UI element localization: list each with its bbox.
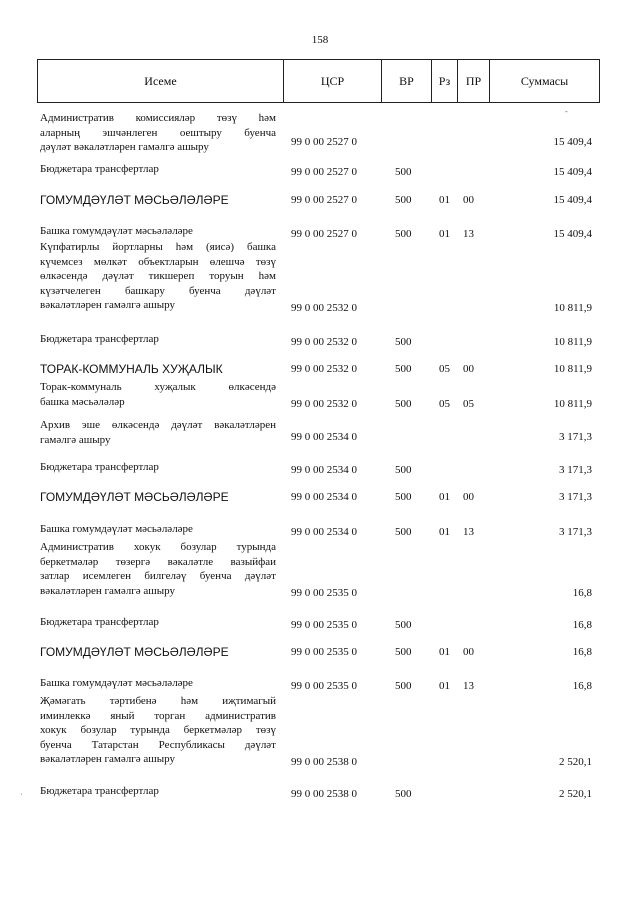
- header-name: Исеме: [38, 60, 284, 102]
- row-name: [40, 694, 276, 767]
- row-sum: 10 811,9: [553, 363, 592, 375]
- decorative-dot: ·: [20, 790, 23, 799]
- row-name-line: башка мәсьәләләр: [40, 395, 125, 408]
- row-sum: 10 811,9: [553, 336, 592, 348]
- row-sum: 15 409,4: [553, 136, 592, 148]
- row-csr: 99 0 00 2534 0: [291, 526, 357, 538]
- row-name-line: затлар исемлеген билгеләү буенча дәүләт: [40, 570, 276, 582]
- row-csr: 99 0 00 2532 0: [291, 398, 357, 410]
- row-csr: 99 0 00 2532 0: [291, 302, 357, 314]
- row-sum: 3 171,3: [559, 431, 592, 443]
- row-name-line: Җәмәгать тәртибенә һәм иҗтимагый: [40, 695, 276, 707]
- page-number: 158: [311, 34, 329, 46]
- row-sum: 3 171,3: [559, 526, 592, 538]
- row-name: [40, 111, 276, 155]
- row-name-line: вәкаләтләрен гамәлгә ашыру: [40, 584, 175, 597]
- row-csr: 99 0 00 2534 0: [291, 491, 357, 503]
- header-rz: Рз: [432, 60, 458, 102]
- header-pr: ПР: [458, 60, 490, 102]
- row-vr: 500: [395, 464, 412, 476]
- row-name-line: беркетмәләр төзергә вәкаләтле вазыйфаи: [40, 555, 276, 568]
- row-sum: 15 409,4: [553, 166, 592, 178]
- row-rz: 01: [439, 228, 450, 240]
- row-pr: 00: [463, 491, 474, 503]
- row-sum: 3 171,3: [559, 464, 592, 476]
- row-pr: 13: [463, 680, 474, 692]
- row-pr: 00: [463, 194, 474, 206]
- header-csr: ЦСР: [284, 60, 382, 102]
- row-vr: 500: [395, 680, 412, 692]
- row-name-line: Административ хокук бозулар турында: [40, 541, 276, 553]
- row-vr: 500: [395, 526, 412, 538]
- row-name-line: Бюджетара трансфертлар: [40, 785, 159, 797]
- header-vr: ВР: [382, 60, 432, 102]
- row-pr: 00: [463, 363, 474, 375]
- row-name-line: вәкаләтләрен гамәлгә ашыру: [40, 299, 175, 311]
- row-name-line: Башка гомумдәүләт мәсьәләләре: [40, 225, 193, 237]
- row-sum: 3 171,3: [559, 491, 592, 503]
- row-name: [40, 490, 276, 505]
- row-rz: 01: [439, 194, 450, 206]
- row-name-line: Башка гомумдәүләт мәсьәләләре: [40, 523, 193, 535]
- row-name-line: Административ комиссияләр төзү һәм: [40, 112, 276, 124]
- row-sum: 16,8: [572, 680, 592, 692]
- row-name: [40, 645, 276, 660]
- row-name: [40, 418, 276, 447]
- row-name: [40, 460, 276, 475]
- row-name-line: Бюджетара трансфертлар: [40, 616, 159, 628]
- row-name-line: дәүләт вәкаләтләрен гамәлгә ашыру: [40, 141, 209, 153]
- row-name: [40, 784, 276, 799]
- row-name-line: ГОМУМДӘҮЛӘТ МӘСЬӘЛӘЛӘРЕ: [40, 645, 229, 659]
- row-name-line: Күпфатирлы йортларны һәм (яисә) башка: [40, 241, 276, 253]
- row-csr: 99 0 00 2534 0: [291, 431, 357, 443]
- row-name: [40, 193, 276, 208]
- row-sum: 16,8: [572, 587, 592, 599]
- row-sum: 10 811,9: [553, 398, 592, 410]
- row-name-line: ГОМУМДӘҮЛӘТ МӘСЬӘЛӘЛӘРЕ: [40, 193, 229, 207]
- row-pr: 13: [463, 228, 474, 240]
- row-name-line: буенча Татарстан Республикасы дәүләт: [40, 738, 276, 751]
- row-name-line: Бюджетара трансфертлар: [40, 163, 159, 175]
- row-rz: 01: [439, 491, 450, 503]
- row-name-line: хокук бозулар турында беркетмәләр төзү: [40, 724, 276, 736]
- row-name: [40, 522, 276, 537]
- row-sum: 15 409,4: [553, 228, 592, 240]
- row-vr: 500: [395, 788, 412, 800]
- row-name: [40, 362, 276, 377]
- row-csr: 99 0 00 2535 0: [291, 619, 357, 631]
- row-name-line: ТОРАК-КОММУНАЛЬ ХУҖАЛЫК: [40, 362, 223, 376]
- row-sum: 10 811,9: [553, 302, 592, 314]
- row-name-line: Архив эше өлкәсендә дәүләт вәкаләтләрен: [40, 419, 276, 431]
- row-csr: 99 0 00 2534 0: [291, 464, 357, 476]
- row-rz: 01: [439, 646, 450, 658]
- row-csr: 99 0 00 2532 0: [291, 336, 357, 348]
- row-vr: 500: [395, 398, 412, 410]
- header-sum: Суммасы: [520, 73, 569, 88]
- row-vr: 500: [395, 194, 412, 206]
- row-name: [40, 615, 276, 630]
- row-vr: 500: [395, 491, 412, 503]
- row-vr: 500: [395, 228, 412, 240]
- row-csr: 99 0 00 2535 0: [291, 680, 357, 692]
- row-name-line: аларның эшчәнлеген оештыру буенча: [40, 126, 276, 139]
- row-vr: 500: [395, 363, 412, 375]
- row-name-line: өлкәсендә дәүләт тикшереп торуын һәм: [40, 270, 276, 282]
- row-name-line: Торак-коммуналь хуҗалык өлкәсендә: [40, 381, 276, 393]
- row-csr: 99 0 00 2532 0: [291, 363, 357, 375]
- row-sum: 16,8: [572, 619, 592, 631]
- row-pr: 00: [463, 646, 474, 658]
- row-name-line: иминлеккә яный торган административ: [40, 709, 276, 722]
- row-name: [40, 162, 276, 177]
- row-sum: 2 520,1: [559, 788, 592, 800]
- row-csr: 99 0 00 2535 0: [291, 587, 357, 599]
- row-name: [40, 380, 276, 409]
- row-sum: 2 520,1: [559, 756, 592, 768]
- row-csr: 99 0 00 2527 0: [291, 194, 357, 206]
- row-name-line: күзәтчелеген башкару буенча дәүләт: [40, 284, 276, 297]
- row-name: [40, 676, 276, 691]
- row-rz: 05: [439, 363, 450, 375]
- row-pr: 13: [463, 526, 474, 538]
- decorative-tick: -: [565, 107, 568, 116]
- row-name-line: гамәлгә ашыру: [40, 433, 111, 446]
- row-rz: 01: [439, 526, 450, 538]
- row-name: [40, 224, 276, 239]
- row-csr: 99 0 00 2527 0: [291, 228, 357, 240]
- row-csr: 99 0 00 2538 0: [291, 788, 357, 800]
- row-csr: 99 0 00 2538 0: [291, 756, 357, 768]
- row-name-line: вәкаләтләрен гамәлгә ашыру: [40, 753, 175, 765]
- row-csr: 99 0 00 2527 0: [291, 166, 357, 178]
- row-sum: 15 409,4: [553, 194, 592, 206]
- row-name: [40, 540, 276, 598]
- row-name-line: Бюджетара трансфертлар: [40, 333, 159, 345]
- row-sum: 16,8: [572, 646, 592, 658]
- row-rz: 05: [439, 398, 450, 410]
- row-name-line: ГОМУМДӘҮЛӘТ МӘСЬӘЛӘЛӘРЕ: [40, 490, 229, 504]
- row-name: [40, 332, 276, 347]
- row-name-line: Бюджетара трансфертлар: [40, 461, 159, 473]
- row-csr: 99 0 00 2535 0: [291, 646, 357, 658]
- row-name-line: Башка гомумдәүләт мәсьәләләре: [40, 677, 193, 689]
- row-vr: 500: [395, 619, 412, 631]
- row-vr: 500: [395, 166, 412, 178]
- row-vr: 500: [395, 336, 412, 348]
- row-csr: 99 0 00 2527 0: [291, 136, 357, 148]
- row-rz: 01: [439, 680, 450, 692]
- row-name: [40, 240, 276, 313]
- row-name-line: күчемсез мөлкәт объектларын өлешчә төзү: [40, 255, 276, 268]
- row-pr: 05: [463, 398, 474, 410]
- row-vr: 500: [395, 646, 412, 658]
